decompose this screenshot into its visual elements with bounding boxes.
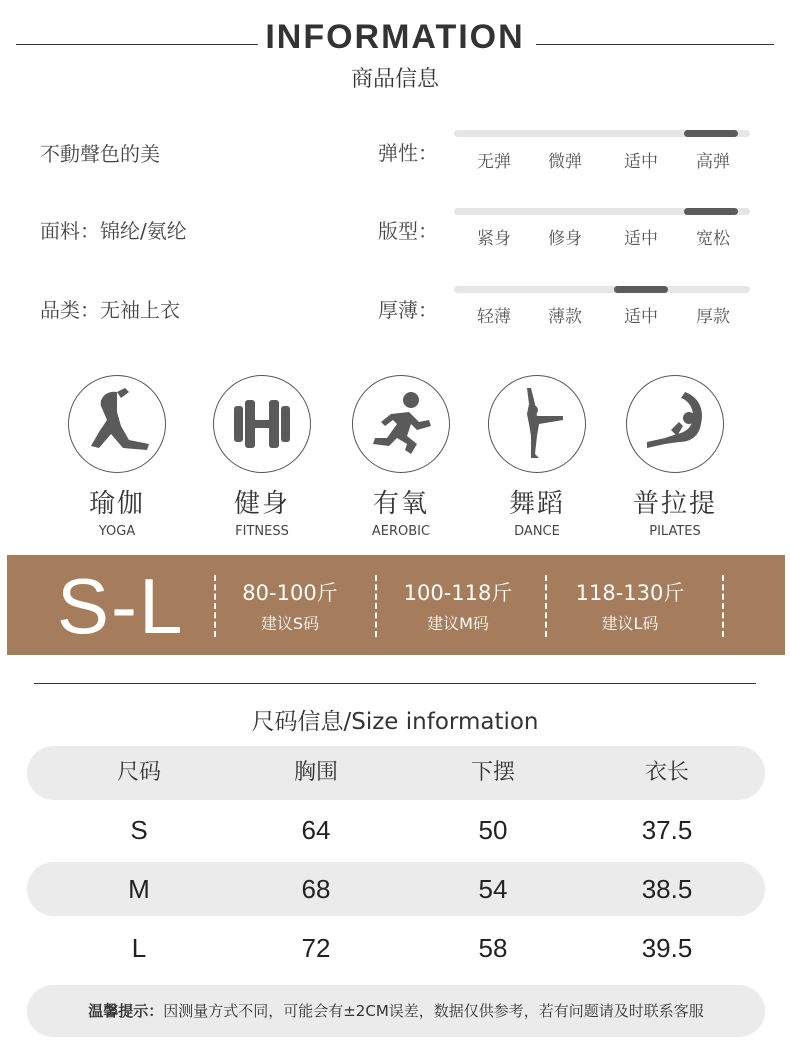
attribute-option: 适中 [624, 229, 658, 249]
activity-name-en: DANCE [514, 524, 560, 539]
attribute-option: 无弹 [477, 152, 511, 172]
size-banner [7, 555, 785, 655]
activity-yoga [57, 375, 177, 539]
table-cell: 58 [478, 933, 508, 963]
table-header-cell: 衣长 [644, 760, 689, 785]
activity-aerobic [341, 375, 461, 539]
activity-fitness [202, 375, 322, 539]
attribute-label: 厚薄： [378, 298, 438, 322]
weight-range: 100-118斤 [403, 581, 513, 605]
activity-circle [626, 375, 724, 473]
activity-circle [488, 375, 586, 473]
attribute-option: 微弹 [548, 152, 582, 172]
table-header-cell: 胸围 [293, 760, 338, 785]
activity-name-en: PILATES [649, 524, 701, 539]
activity-circle [68, 375, 166, 473]
dance-pose-icon [497, 384, 577, 464]
attribute-scale-track [454, 286, 750, 293]
attribute-option: 高弹 [696, 152, 730, 172]
size-suggestion: 建议L码 [601, 614, 659, 633]
attribute-scale-track [454, 130, 750, 137]
table-cell: 54 [478, 874, 508, 904]
weight-range: 118-130斤 [575, 581, 685, 605]
product-category: 品类：无袖上衣 [40, 298, 180, 322]
activity-name: 舞蹈 [508, 489, 565, 519]
warm-tip-text: 因测量方式不同，可能会有±2CM误差，数据仅供参考，若有问题请及时联系客服 [163, 1002, 704, 1020]
table-header-cell: 下摆 [470, 760, 515, 785]
table-cell: L [131, 933, 147, 963]
table-cell: 64 [301, 815, 331, 845]
attribute-option: 修身 [548, 229, 582, 249]
warm-tip-label: 温馨提示： [88, 1002, 164, 1020]
yoga-pose-icon [77, 384, 157, 464]
attribute-scale-indicator [684, 130, 738, 137]
attribute-label: 弹性： [378, 141, 438, 165]
activity-name-en: AEROBIC [371, 524, 431, 539]
table-cell: 38.5 [641, 874, 693, 904]
attribute-option: 厚款 [696, 307, 730, 327]
attribute-option: 轻薄 [477, 307, 511, 327]
dumbbell-icon [222, 384, 302, 464]
attribute-scale-track [454, 208, 750, 215]
table-header-cell: 尺码 [116, 760, 161, 785]
attribute-option: 薄款 [548, 307, 582, 327]
table-row [27, 862, 765, 916]
activity-name: 瑜伽 [88, 489, 145, 519]
warm-tip-note [27, 985, 765, 1037]
attribute-scale-indicator [614, 286, 668, 293]
table-cell: 39.5 [641, 933, 693, 963]
table-cell: M [128, 874, 150, 904]
table-row [27, 803, 765, 857]
product-slogan: 不動聲色的美 [40, 142, 160, 166]
activity-name: 普拉提 [632, 489, 717, 519]
size-table-header [27, 746, 765, 800]
activity-name: 健身 [233, 489, 290, 519]
activity-name-en: FITNESS [235, 524, 289, 539]
size-suggestion: 建议M码 [427, 614, 489, 633]
weight-range-m [383, 577, 533, 634]
attribute-option: 紧身 [477, 229, 511, 249]
weight-range: 80-100斤 [242, 581, 338, 605]
activity-dance [477, 375, 597, 539]
banner-divider [545, 575, 547, 637]
banner-divider [722, 575, 724, 637]
product-fabric: 面料：锦纶/氨纶 [40, 219, 187, 243]
attribute-scale-indicator [684, 208, 738, 215]
table-cell: 72 [301, 933, 331, 963]
activity-name: 有氧 [372, 489, 429, 519]
size-range-label: S-L [57, 562, 185, 650]
section-divider [34, 683, 756, 684]
size-suggestion: 建议S码 [260, 614, 320, 633]
size-table-title: 尺码信息/Size information [251, 709, 539, 735]
table-cell: 50 [478, 815, 508, 845]
weight-range-l [555, 577, 705, 634]
attribute-option: 适中 [624, 152, 658, 172]
table-cell: S [130, 815, 148, 845]
pilates-pose-icon [635, 384, 715, 464]
attribute-option: 适中 [624, 307, 658, 327]
table-cell: 37.5 [641, 815, 693, 845]
activity-circle [213, 375, 311, 473]
table-row [27, 921, 765, 975]
table-cell: 68 [301, 874, 331, 904]
banner-divider [375, 575, 377, 637]
running-icon [361, 384, 441, 464]
attribute-option: 宽松 [696, 229, 730, 249]
weight-range-s [215, 577, 365, 634]
page-title: INFORMATION [265, 18, 525, 56]
activity-pilates [615, 375, 735, 539]
activity-name-en: YOGA [98, 524, 136, 539]
page-subtitle: 商品信息 [350, 67, 439, 92]
attribute-label: 版型： [378, 219, 438, 243]
activity-circle [352, 375, 450, 473]
